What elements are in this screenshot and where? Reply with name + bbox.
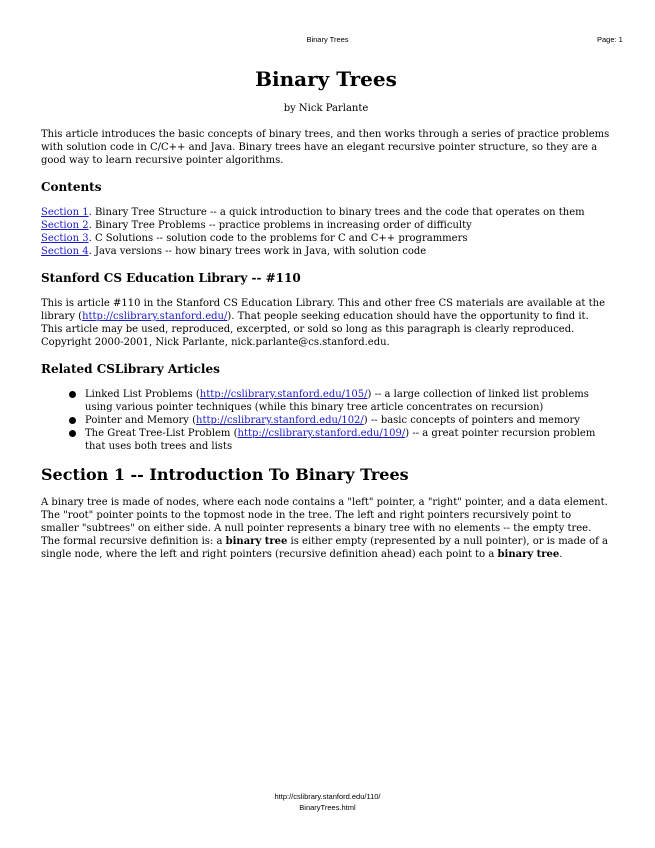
section-1-text: is either empty (represented by a null pointer), or is made of a single node, where the left and right pointers (recursive definition ahead) each point to a [41,536,609,560]
contents-list [41,206,611,258]
related-item-desc: ) -- basic concepts of pointers and memory [363,415,580,426]
related-item-desc: ) -- a large collection of linked list problems using various pointer techniques (while this binary tree article concentrates on recursion) [85,389,589,413]
footer-filename: BinaryTrees.html [299,803,356,812]
contents-item-text: . Java versions -- how binary trees work in Java, with solution code [88,246,427,257]
byline: by Nick Parlante [283,103,369,114]
bold-term: binary tree [497,549,560,560]
library-paragraph [41,297,611,349]
contents-item [41,219,611,232]
running-header-title: Binary Trees [306,35,349,44]
tree-list-problem-link[interactable]: http://cslibrary.stanford.edu/109/ [237,428,406,439]
bold-term: binary tree [225,536,288,547]
related-list [41,388,611,453]
cslibrary-link[interactable]: http://cslibrary.stanford.edu/ [82,311,228,322]
section-4-link[interactable]: Section 4 [41,246,89,257]
related-item-title: The Great Tree-List Problem ( [85,428,238,439]
library-text-start: This is article #110 in the Stanford CS Education Library. This and other free CS materials are available at the library ( [41,298,606,322]
contents-item-text: . Binary Tree Structure -- a quick introduction to binary trees and the code that operates on them [88,207,585,218]
contents-item [41,232,611,245]
contents-item [41,206,611,219]
page-footer [0,791,655,813]
related-heading: Related CSLibrary Articles [41,362,220,376]
section-1-heading: Section 1 -- Introduction To Binary Trees [41,465,409,484]
running-header-page: Page: 1 [597,35,623,44]
related-item-desc: ) -- a great pointer recursion problem that uses both trees and lists [85,428,596,452]
section-2-link[interactable]: Section 2 [41,220,89,231]
pointer-memory-link[interactable]: http://cslibrary.stanford.edu/102/ [196,415,364,426]
related-item [69,388,611,414]
section-1-text: . [559,549,563,560]
section-1-text: A binary tree is made of nodes, where each node contains a "left" pointer, a "right" pointer, and a data element. The "root" pointer points to the topmost node in the tree. The left and right pointers recursively point to smaller "subtrees" on either side. A null pointer represents a binary tree with no elements -- the empty tree. The formal recursive definition is: a [41,497,608,547]
contents-item-text: . Binary Tree Problems -- practice problems in increasing order of difficulty [88,220,472,231]
section-3-link[interactable]: Section 3 [41,233,89,244]
related-item [69,427,611,453]
related-item [69,414,611,427]
section-1-paragraph [41,496,611,561]
contents-item [41,245,611,258]
library-heading: Stanford CS Education Library -- #110 [41,271,301,285]
article-body [41,62,611,561]
footer-url: http://cslibrary.stanford.edu/110/ [274,792,381,801]
related-item-title: Pointer and Memory ( [85,415,197,426]
contents-heading: Contents [41,180,102,194]
intro-paragraph: This article introduces the basic concepts of binary trees, and then works through a series of practice problems with solution code in C/C++ and Java. Binary trees have an elegant recursive pointer structure, so they are a good way to learn recursive pointer algorithms. [41,129,610,166]
related-item-title: Linked List Problems ( [85,389,200,400]
section-1-link[interactable]: Section 1 [41,207,89,218]
linked-list-problems-link[interactable]: http://cslibrary.stanford.edu/105/ [199,389,368,400]
contents-item-text: . C Solutions -- solution code to the problems for C and C++ programmers [88,233,468,244]
library-text-end: ). That people seeking education should have the opportunity to find it. This article may be used, reproduced, excerpted, or sold so long as this paragraph is clearly reproduced. Copyright 2000-2001, Nick Parlante, nick.parlante@cs.stanford.edu. [41,311,589,348]
page-title: Binary Trees [255,67,397,91]
